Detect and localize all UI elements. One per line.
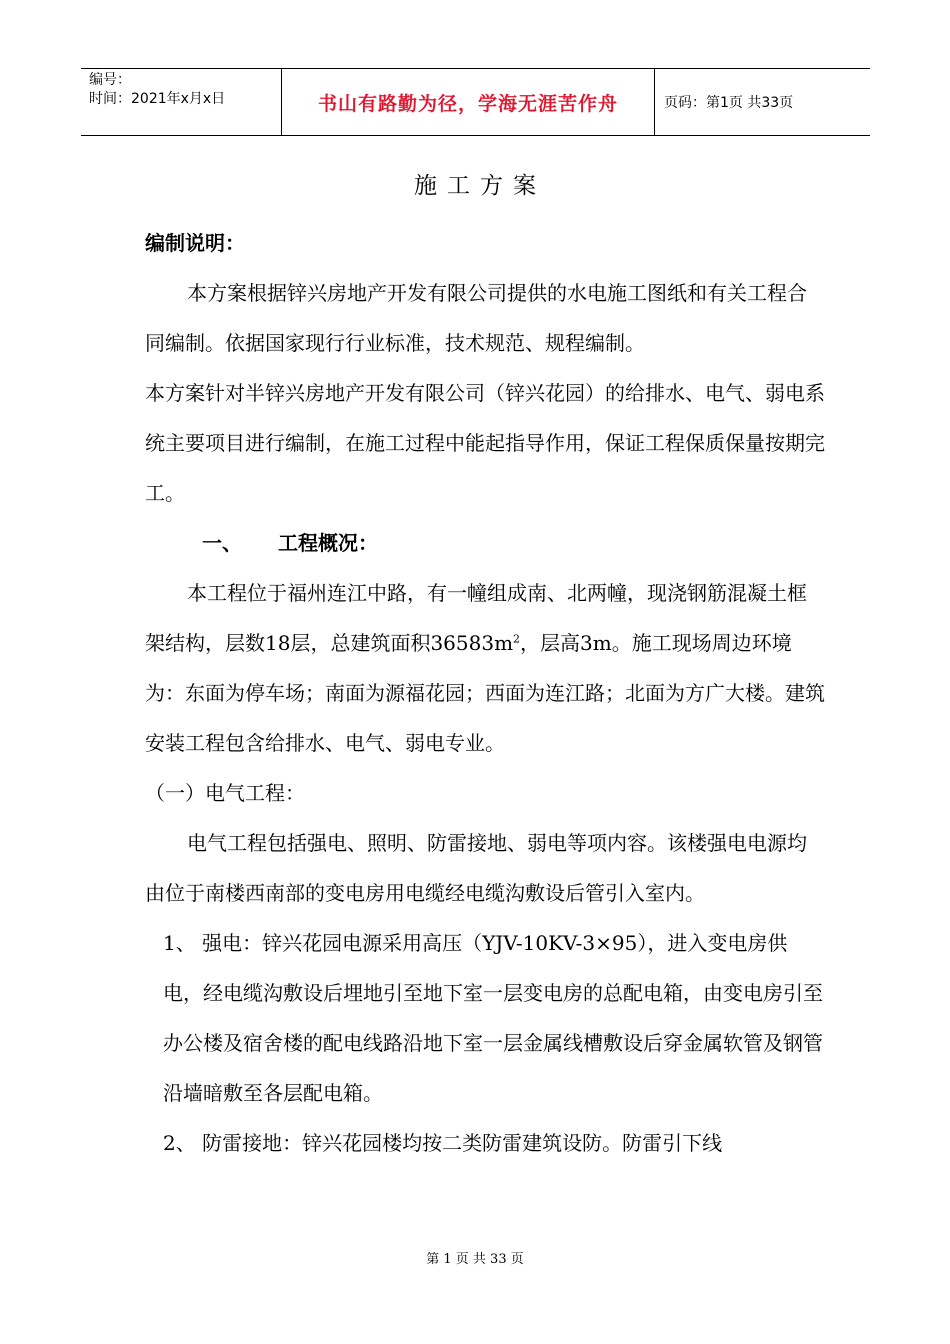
paragraph-electric: 电气工程包括强电、照明、防雷接地、弱电等项内容。该楼强电电源均由位于南楼西南部的变电房用电缆经电缆沟敷设后管引入室内。	[145, 831, 807, 905]
overview-text-b: ，层高3m。施工现场周边环境为：东面为停车场；南面为源福花园；西面为连江路；北面为方广大楼。建筑安装工程包含给排水、电气、弱电专业。	[145, 631, 825, 755]
document-title: 施工方案	[414, 173, 546, 199]
section-heading-1	[145, 518, 825, 568]
paragraph-overview	[145, 568, 825, 768]
subsection-heading-electric: （一）电气工程：	[145, 781, 305, 805]
document-body	[145, 218, 825, 1168]
item-strong-power: 1、 强电：锌兴花园电源采用高压（YJV-10KV-3×95），进入变电房供电，经电缆沟敷设后埋地引至地下室一层变电房的总配电箱，由变电房引至办公楼及宿舍楼的配电线路沿地下室一层金属线槽敷设后穿金属软管及钢管沿墙暗敷至各层配电箱。	[163, 931, 823, 1105]
overview-text-a: 本工程位于福州连江中路，有一幢组成南、北两幢，现浇钢筋混凝土框架结构，层数18层，总建筑面积36583m	[145, 581, 807, 655]
section-title: 工程概况：	[278, 531, 378, 555]
document-number-label: 编号：	[89, 72, 131, 88]
page-footer: 第 1 页 共 33 页	[426, 1252, 524, 1267]
document-time-label: 时间：2021年x月x日	[89, 91, 226, 107]
section-number: 一、	[202, 531, 242, 555]
overview-superscript: 2	[513, 632, 521, 646]
header-meta-cell	[81, 69, 282, 135]
header-page-info: 页码：第1页 共33页	[664, 95, 794, 111]
paragraph-intro-1: 本方案根据锌兴房地产开发有限公司提供的水电施工图纸和有关工程合同编制。依据国家现行行业标准，技术规范、规程编制。	[145, 281, 807, 355]
header-table	[81, 68, 870, 136]
section-note-heading: 编制说明：	[145, 231, 245, 255]
header-motto: 书山有路勤为径，学海无涯苦作舟	[282, 69, 655, 135]
item-lightning-protection: 2、 防雷接地：锌兴花园楼均按二类防雷建筑设防。防雷引下线	[163, 1131, 723, 1155]
paragraph-intro-2: 本方案针对半锌兴房地产开发有限公司（锌兴花园）的给排水、电气、弱电系统主要项目进行编制，在施工过程中能起指导作用，保证工程保质保量按期完工。	[145, 381, 825, 505]
